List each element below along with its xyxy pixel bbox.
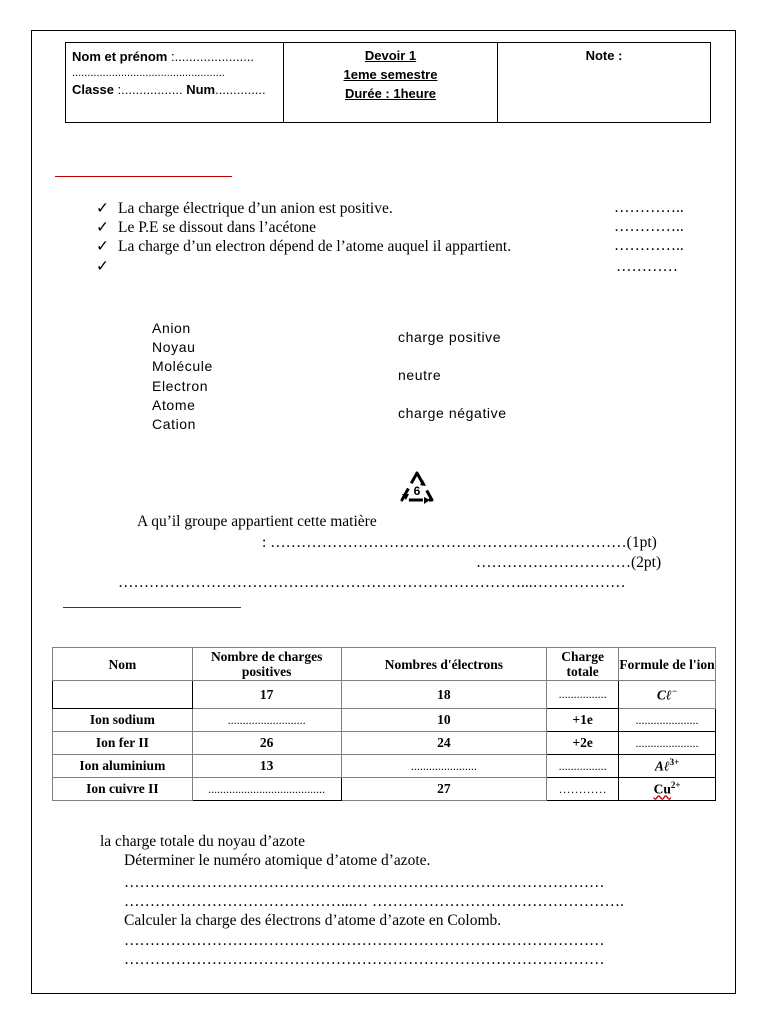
tf-item-2-text: Le P.E se dissout dans l’acétone bbox=[118, 219, 317, 236]
cell-charge: +2e bbox=[547, 732, 619, 755]
cell-pos: 17 bbox=[192, 681, 341, 709]
matching-left-item: Molécule bbox=[152, 358, 213, 375]
formula-charge: 3+ bbox=[669, 757, 680, 768]
checkmark-icon: ✓ bbox=[96, 238, 109, 255]
tf-item-4-answer: ………… bbox=[616, 258, 678, 275]
class-dots: :................. bbox=[117, 82, 183, 97]
num-dots: .............. bbox=[215, 82, 266, 97]
table-row bbox=[53, 732, 716, 755]
cell-formule bbox=[619, 681, 716, 709]
azote-q1-answer-line1: ………………………………………………………………………………… bbox=[124, 874, 605, 891]
table-row bbox=[53, 709, 716, 732]
student-info-cell bbox=[66, 43, 284, 122]
tf-item-1-answer: ………….. bbox=[614, 199, 684, 216]
checkmark-icon: ✓ bbox=[96, 200, 109, 217]
matching-right-item: charge négative bbox=[398, 405, 507, 421]
table-header: Nombre de charges positives bbox=[192, 648, 341, 681]
class-label: Classe bbox=[72, 82, 114, 97]
cell-nom: Ion aluminium bbox=[53, 755, 193, 778]
cell-charge[interactable]: ................ bbox=[547, 681, 619, 709]
cell-formule[interactable]: ..................... bbox=[619, 732, 716, 755]
name-dots-line2: .................................................. bbox=[72, 67, 225, 79]
recycle-answer-line1: : ……………………………………………………………(1pt) bbox=[262, 534, 657, 551]
matching-left-item: Atome bbox=[152, 396, 196, 413]
formula-text: Aℓ bbox=[654, 758, 670, 774]
azote-intro: la charge totale du noyau d’azote bbox=[100, 833, 305, 850]
tf-item-3-answer: ………….. bbox=[614, 237, 684, 254]
cell-nom[interactable] bbox=[53, 681, 193, 709]
cell-charge: +1e bbox=[547, 709, 619, 732]
tf-item-3-text: La charge d’un electron dépend de l’atome auquel il appartient. bbox=[118, 238, 512, 255]
tf-item-2-answer: ………….. bbox=[614, 218, 684, 235]
azote-q2-answer-line1: ………………………………………………………………………………… bbox=[124, 932, 605, 949]
recycle-answer-line2: …………………………(2pt) bbox=[476, 554, 662, 571]
section-divider-1 bbox=[55, 176, 232, 177]
table-header-row bbox=[53, 648, 716, 681]
cell-nom: Ion sodium bbox=[53, 709, 193, 732]
tf-item-1 bbox=[96, 199, 393, 218]
matching-left-item: Noyau bbox=[152, 339, 196, 356]
matching-left-list bbox=[152, 319, 213, 434]
tf-item-2 bbox=[96, 218, 316, 237]
ions-table bbox=[52, 647, 716, 801]
azote-q2-answer-line2: ………………………………………………………………………………… bbox=[124, 951, 605, 968]
matching-left-item: Anion bbox=[152, 320, 191, 336]
note-cell bbox=[498, 43, 710, 122]
matching-left-item: Cation bbox=[152, 416, 197, 433]
section-divider-2 bbox=[63, 607, 241, 608]
cell-nom: Ion cuivre II bbox=[53, 778, 193, 801]
matching-right-item: neutre bbox=[398, 367, 442, 383]
table-row bbox=[53, 778, 716, 801]
tf-item-3 bbox=[96, 237, 511, 256]
cell-elec: 24 bbox=[341, 732, 547, 755]
cell-elec: 27 bbox=[341, 778, 547, 801]
formula-text: Cu bbox=[653, 781, 671, 797]
azote-question-2: Calculer la charge des électrons d’atome d’azote en Colomb. bbox=[124, 912, 502, 929]
cell-charge[interactable]: ................ bbox=[547, 755, 619, 778]
cell-pos[interactable]: .......................... bbox=[192, 709, 341, 732]
azote-q1-answer-line2: ……………………………………...… …………………………………………. bbox=[124, 893, 624, 910]
table-header: Charge totale bbox=[547, 648, 619, 681]
matching-right-item: charge positive bbox=[398, 329, 502, 345]
note-label: Note : bbox=[585, 48, 623, 63]
cell-formule[interactable]: ..................... bbox=[619, 709, 716, 732]
num-label: Num bbox=[186, 82, 216, 97]
recycle-answer-line3: ……………………………………………………………………...……………… bbox=[118, 574, 626, 591]
tf-item-4 bbox=[96, 257, 118, 276]
header-box bbox=[65, 42, 711, 123]
matching-left-item: Electron bbox=[152, 377, 209, 394]
cell-nom: Ion fer II bbox=[53, 732, 193, 755]
title-line3: Durée : 1heure bbox=[344, 86, 437, 101]
table-header: Nombres d'électrons bbox=[341, 648, 547, 681]
recycle-number: 6 bbox=[413, 484, 421, 498]
recycle-6-icon bbox=[396, 470, 438, 512]
azote-question-1: Déterminer le numéro atomique d’atome d’azote. bbox=[124, 852, 431, 869]
checkmark-icon: ✓ bbox=[96, 219, 109, 236]
name-label: Nom et prénom bbox=[72, 49, 168, 64]
name-dots: :...................... bbox=[170, 49, 255, 64]
table-header: Nom bbox=[53, 648, 193, 681]
cell-pos: 13 bbox=[192, 755, 341, 778]
cell-charge[interactable]: ………… bbox=[547, 778, 619, 801]
tf-item-1-text: La charge électrique d’un anion est positive. bbox=[118, 200, 393, 217]
cell-pos: 26 bbox=[192, 732, 341, 755]
title-cell bbox=[284, 43, 498, 122]
title-line1: Devoir 1 bbox=[364, 48, 417, 63]
cell-elec: 18 bbox=[341, 681, 547, 709]
table-row bbox=[53, 755, 716, 778]
formula-text: Cℓ bbox=[656, 687, 672, 703]
title-line2: 1eme semestre bbox=[343, 67, 438, 82]
formula-charge: 2+ bbox=[670, 780, 681, 791]
cell-elec: 10 bbox=[341, 709, 547, 732]
cell-elec[interactable]: ...................... bbox=[341, 755, 547, 778]
formula-charge: − bbox=[671, 685, 678, 696]
recycle-question: A qu’il groupe appartient cette matière bbox=[137, 513, 377, 530]
cell-formule bbox=[619, 755, 716, 778]
checkmark-icon: ✓ bbox=[96, 258, 109, 275]
cell-pos[interactable]: ....................................... bbox=[192, 778, 341, 801]
table-header: Formule de l'ion bbox=[619, 648, 716, 681]
cell-formule bbox=[619, 778, 716, 801]
table-row bbox=[53, 681, 716, 709]
